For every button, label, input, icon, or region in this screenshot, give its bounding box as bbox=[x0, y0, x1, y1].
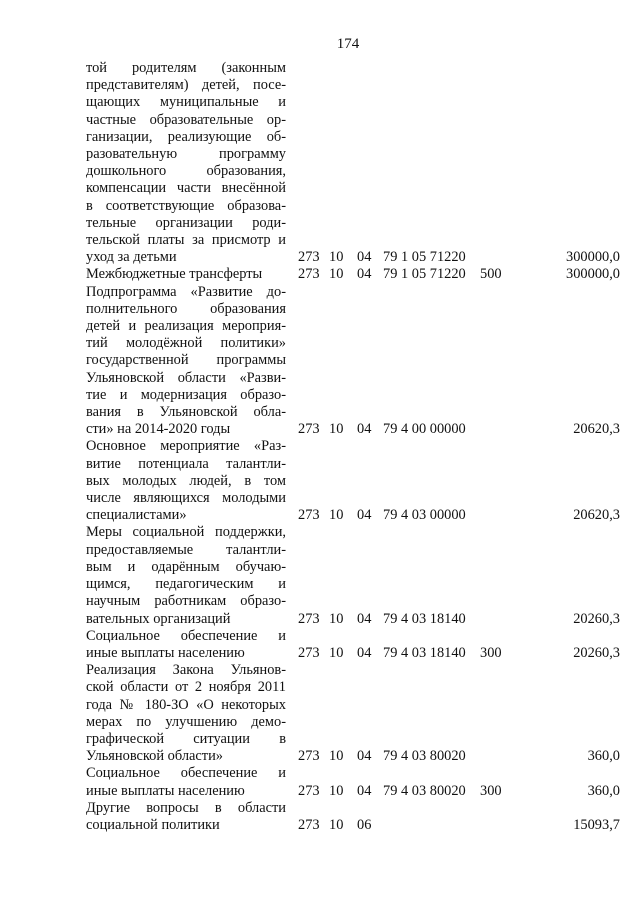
target-article-code: 79 4 03 18140 bbox=[383, 610, 466, 627]
section-code: 10 bbox=[329, 507, 344, 524]
ministry-code: 273 bbox=[298, 610, 320, 627]
description-line: представителям) детей, посе- bbox=[86, 77, 286, 94]
row-description bbox=[86, 800, 286, 834]
description-line: вым и одарённым обучаю- bbox=[86, 558, 286, 575]
row-description bbox=[86, 438, 286, 524]
description-line: Меры социальной поддержки, bbox=[86, 524, 286, 541]
ministry-code: 273 bbox=[298, 249, 320, 266]
amount: 15093,7 bbox=[573, 816, 620, 833]
description-line: Основное мероприятие «Раз- bbox=[86, 438, 286, 455]
subsection-code: 04 bbox=[357, 782, 372, 799]
ministry-code: 273 bbox=[298, 644, 320, 661]
description-line: иные выплаты населению bbox=[86, 782, 245, 799]
section-code: 10 bbox=[329, 644, 344, 661]
table-row bbox=[86, 628, 620, 662]
description-line: Социальное обеспечение и bbox=[86, 627, 286, 644]
description-line: вания в Ульяновской обла- bbox=[86, 404, 286, 421]
target-article-code: 79 1 05 71220 bbox=[383, 266, 466, 283]
subsection-code: 04 bbox=[357, 748, 372, 765]
description-line: разовательную программу bbox=[86, 146, 286, 163]
row-description bbox=[86, 60, 286, 266]
description-line: сти» на 2014-2020 годы bbox=[86, 421, 231, 438]
ministry-code: 273 bbox=[298, 507, 320, 524]
amount: 20260,3 bbox=[573, 644, 620, 661]
subsection-code: 04 bbox=[357, 421, 372, 438]
description-line: года № 180-ЗО «О некоторых bbox=[86, 696, 286, 713]
description-line: государственной программы bbox=[86, 352, 286, 369]
subsection-code: 04 bbox=[357, 249, 372, 266]
description-line: частные образовательные ор- bbox=[86, 111, 286, 128]
description-line: Социальное обеспечение и bbox=[86, 765, 286, 782]
amount: 360,0 bbox=[587, 748, 620, 765]
target-article-code: 79 4 03 80020 bbox=[383, 782, 466, 799]
section-code: 10 bbox=[329, 610, 344, 627]
section-code: 10 bbox=[329, 249, 344, 266]
row-description bbox=[86, 266, 286, 283]
description-line: детей и реализация мероприя- bbox=[86, 318, 286, 335]
table-row bbox=[86, 524, 620, 627]
description-line: Межбюджетные трансферты bbox=[86, 266, 263, 283]
subsection-code: 04 bbox=[357, 266, 372, 283]
amount: 300000,0 bbox=[566, 249, 620, 266]
ministry-code: 273 bbox=[298, 748, 320, 765]
subsection-code: 04 bbox=[357, 610, 372, 627]
description-line: уход за детьми bbox=[86, 249, 177, 266]
expense-type-code: 300 bbox=[480, 782, 502, 799]
description-line: мерах по улучшению демо- bbox=[86, 713, 286, 730]
description-line: научным работникам образо- bbox=[86, 593, 286, 610]
description-line: компенсации части внесённой bbox=[86, 180, 286, 197]
amount: 300000,0 bbox=[566, 266, 620, 283]
description-line: вательных организаций bbox=[86, 610, 231, 627]
budget-table bbox=[86, 60, 620, 834]
expense-type-code: 300 bbox=[480, 644, 502, 661]
target-article-code: 79 1 05 71220 bbox=[383, 249, 466, 266]
ministry-code: 273 bbox=[298, 782, 320, 799]
section-code: 10 bbox=[329, 782, 344, 799]
table-row bbox=[86, 266, 620, 283]
description-line: графической ситуации в bbox=[86, 730, 286, 747]
subsection-code: 04 bbox=[357, 644, 372, 661]
table-row bbox=[86, 800, 620, 834]
page-number: 174 bbox=[336, 36, 360, 52]
amount: 20620,3 bbox=[573, 421, 620, 438]
table-row bbox=[86, 438, 620, 524]
subsection-code: 04 bbox=[357, 507, 372, 524]
description-line: дошкольного образования, bbox=[86, 163, 286, 180]
amount: 20260,3 bbox=[573, 610, 620, 627]
description-line: щающих муниципальные и bbox=[86, 94, 286, 111]
target-article-code: 79 4 03 00000 bbox=[383, 507, 466, 524]
row-description bbox=[86, 765, 286, 799]
description-line: Другие вопросы в области bbox=[86, 799, 286, 816]
description-line: тельской платы за присмотр и bbox=[86, 232, 286, 249]
description-line: той родителям (законным bbox=[86, 60, 286, 76]
amount: 360,0 bbox=[587, 782, 620, 799]
row-description bbox=[86, 524, 286, 627]
section-code: 10 bbox=[329, 266, 344, 283]
description-line: тельные организации роди- bbox=[86, 214, 286, 231]
ministry-code: 273 bbox=[298, 421, 320, 438]
description-line: Реализация Закона Ульянов- bbox=[86, 662, 286, 679]
expense-type-code: 500 bbox=[480, 266, 502, 283]
table-row bbox=[86, 765, 620, 799]
description-line: числе являющихся молодыми bbox=[86, 490, 286, 507]
description-line: ской области от 2 ноября 2011 bbox=[86, 679, 286, 696]
description-line: иные выплаты населению bbox=[86, 644, 245, 661]
row-description bbox=[86, 662, 286, 765]
description-line: специалистами» bbox=[86, 507, 187, 524]
description-line: Ульяновской области» bbox=[86, 748, 223, 765]
table-row bbox=[86, 60, 620, 266]
section-code: 10 bbox=[329, 748, 344, 765]
ministry-code: 273 bbox=[298, 266, 320, 283]
description-line: тий молодёжной политики» bbox=[86, 335, 286, 352]
row-description bbox=[86, 628, 286, 662]
target-article-code: 79 4 00 00000 bbox=[383, 421, 466, 438]
table-row bbox=[86, 662, 620, 765]
subsection-code: 06 bbox=[357, 816, 372, 833]
row-description bbox=[86, 284, 286, 439]
description-line: социальной политики bbox=[86, 816, 220, 833]
description-line: щимся, педагогическим и bbox=[86, 576, 286, 593]
description-line: ганизации, реализующие об- bbox=[86, 128, 286, 145]
description-line: предоставляемые талантли- bbox=[86, 541, 286, 558]
description-line: в соответствующие образова- bbox=[86, 197, 286, 214]
target-article-code: 79 4 03 80020 bbox=[383, 748, 466, 765]
description-line: витие потенциала талантли- bbox=[86, 455, 286, 472]
description-line: тие и модернизация образо- bbox=[86, 386, 286, 403]
description-line: Ульяновской области «Разви- bbox=[86, 369, 286, 386]
description-line: полнительного образования bbox=[86, 300, 286, 317]
amount: 20620,3 bbox=[573, 507, 620, 524]
target-article-code: 79 4 03 18140 bbox=[383, 644, 466, 661]
description-line: вых молодых людей, в том bbox=[86, 472, 286, 489]
description-line: Подпрограмма «Развитие до- bbox=[86, 283, 286, 300]
section-code: 10 bbox=[329, 816, 344, 833]
ministry-code: 273 bbox=[298, 816, 320, 833]
table-row bbox=[86, 284, 620, 439]
section-code: 10 bbox=[329, 421, 344, 438]
